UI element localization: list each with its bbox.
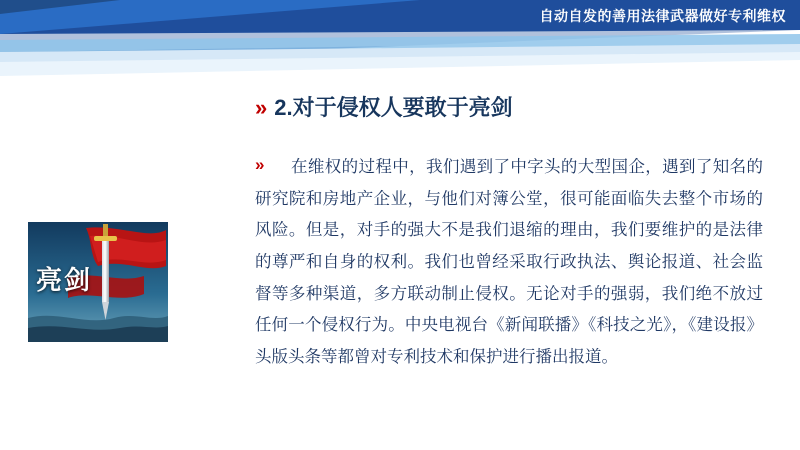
chevron-double-right-icon: » xyxy=(255,95,265,121)
slide-banner xyxy=(0,0,800,78)
page-title: 2.对于侵权人要敢于亮剑 xyxy=(274,95,513,120)
slide-heading xyxy=(255,96,513,120)
banner-title: 自动自发的善用法律武器做好专利维权 xyxy=(539,8,786,24)
bullet-chevron-icon: » xyxy=(255,155,263,174)
body-paragraph: 在维权的过程中，我们遇到了中字头的大型国企，遇到了知名的研究院和房地产企业，与他们对簿公堂，很可能面临失去整个市场的风险。但是，对手的强大不是我们退缩的理由，我们要维护的是法律的尊严和自身的权利。我们也曾经采取行政执法、舆论报道、社会监督等多种渠道，多方联动制止侵权。无论对手的强弱，我们绝不放过任何一个侵权行为。中央电视台《新闻联播》《科技之光》，《建设报》头版头条等都曾对专利技术和保护进行播出报道。 xyxy=(255,158,763,367)
body-block xyxy=(255,152,763,374)
poster-caption: 亮剑 xyxy=(36,266,93,295)
liang-jian-poster xyxy=(28,222,168,342)
